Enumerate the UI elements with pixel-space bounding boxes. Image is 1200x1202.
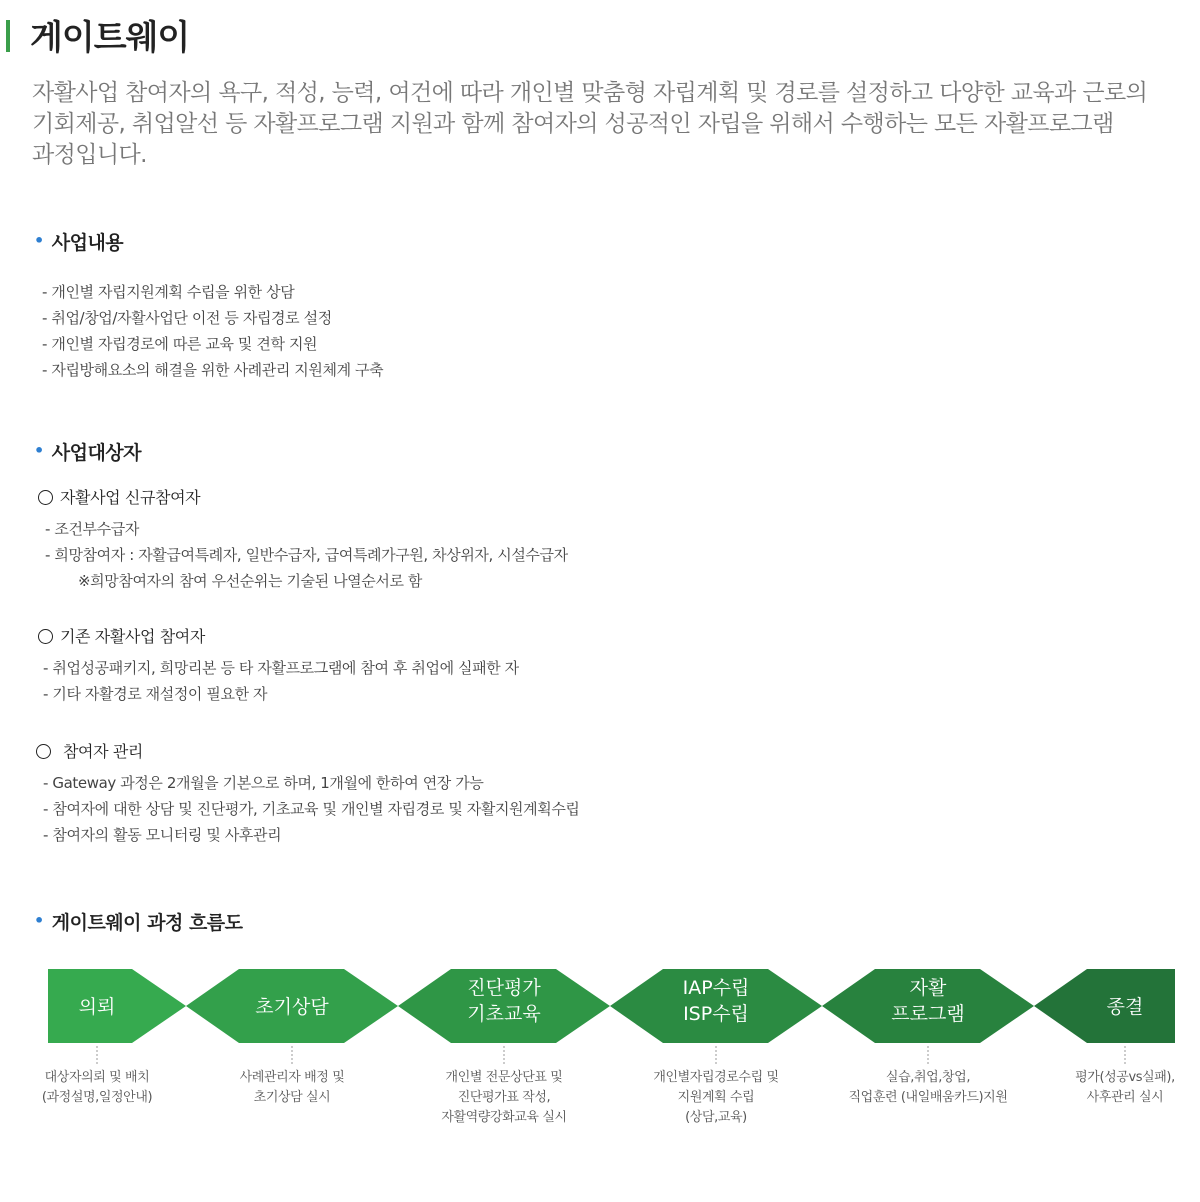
list-item: - Gateway 과정은 2개월을 기본으로 하며, 1개월에 한하여 연장 가능: [43, 774, 484, 792]
flow-step-label: ISP수립: [683, 1003, 749, 1025]
flow-step-description: (상담,교육): [685, 1110, 747, 1125]
flow-step-description: 직업훈련 (내일배움카드)지원: [848, 1090, 1008, 1105]
flow-step-label: 프로그램: [891, 1003, 965, 1025]
list-item: - 희망참여자 : 자활급여특례자, 일반수급자, 급여특례가구원, 차상위자, 시설수급자: [45, 546, 568, 564]
list-item: - 개인별 자립경로에 따른 교육 및 견학 지원: [42, 335, 318, 353]
flow-step-description: 실습,취업,창업,: [885, 1070, 971, 1085]
flow-step-description: 대상자의뢰 및 배치: [44, 1070, 150, 1085]
page-title: 게이트웨이: [30, 18, 190, 58]
flow-step-description: 사례관리자 배정 및: [239, 1070, 345, 1085]
list-item: - 참여자의 활동 모니터링 및 사후관리: [43, 826, 282, 844]
flow-step-label: 의뢰: [78, 996, 116, 1018]
list-item: - 취업/창업/자활사업단 이전 등 자립경로 설정: [42, 309, 332, 327]
flow-step-shape: [1034, 969, 1175, 1043]
flow-step-description: (과정설명,일정안내): [41, 1090, 153, 1105]
section-heading-business-content: • 사업내용: [34, 231, 124, 254]
flow-step-label: 종결: [1106, 996, 1144, 1018]
flow-step-description: 자활역량강화교육 실시: [441, 1110, 567, 1125]
flow-step-shape: [48, 969, 186, 1043]
bullet-icon: •: [34, 911, 44, 930]
target-group-title: 기존 자활사업 참여자: [38, 624, 205, 647]
flow-step-description: 진단평가표 작성,: [457, 1090, 551, 1105]
flow-step-description: 개인별자립경로수립 및: [653, 1070, 779, 1085]
section-heading-flow: • 게이트웨이 과정 흐름도: [34, 911, 243, 934]
flow-step-description: 초기상담 실시: [253, 1090, 331, 1105]
bullet-icon: •: [34, 231, 44, 250]
flow-step-description: 평가(성공vs실패),: [1075, 1070, 1175, 1085]
list-item: - 개인별 자립지원계획 수립을 위한 상담: [42, 283, 295, 301]
list-item: - 취업성공패키지, 희망리본 등 타 자활프로그램에 참여 후 취업에 실패한 자: [43, 659, 519, 677]
flow-step-description: 개인별 전문상단표 및: [445, 1070, 563, 1085]
note-text: ※희망참여자의 참여 우선순위는 기술된 나열순서로 함: [78, 572, 422, 590]
flow-step-label: 초기상담: [255, 996, 329, 1018]
list-item: - 기타 자활경로 재설정이 필요한 자: [43, 685, 268, 703]
flow-step-label: 자활: [909, 977, 947, 999]
flow-step-label: 진단평가: [467, 977, 541, 999]
list-item: - 참여자에 대한 상담 및 진단평가, 기초교육 및 개인별 자립경로 및 자활지원계획수립: [43, 800, 580, 818]
flow-step-description: 지원계획 수립: [677, 1090, 755, 1105]
section-heading-business-target: • 사업대상자: [34, 441, 142, 464]
bullet-icon: •: [34, 441, 44, 460]
list-item: - 조건부수급자: [45, 520, 139, 538]
target-group-title: 자활사업 신규참여자: [38, 485, 200, 508]
flow-step-label: IAP수립: [682, 977, 750, 999]
target-group-title: 참여자 관리: [36, 739, 143, 762]
list-item: - 자립방해요소의 해결을 위한 사례관리 지원체계 구축: [42, 361, 384, 379]
intro-line: 과정입니다.: [32, 142, 147, 168]
intro-line: 기회제공, 취업알선 등 자활프로그램 지원과 함께 참여자의 성공적인 자립을 위해서 수행하는 모든 자활프로그램: [32, 111, 1114, 137]
intro-line: 자활사업 참여자의 욕구, 적성, 능력, 여건에 따라 개인별 맞춤형 자립계획 및 경로를 설정하고 다양한 교육과 근로의: [32, 80, 1148, 106]
flow-step-description: 사후관리 실시: [1086, 1090, 1164, 1105]
flow-step-label: 기초교육: [467, 1003, 541, 1025]
